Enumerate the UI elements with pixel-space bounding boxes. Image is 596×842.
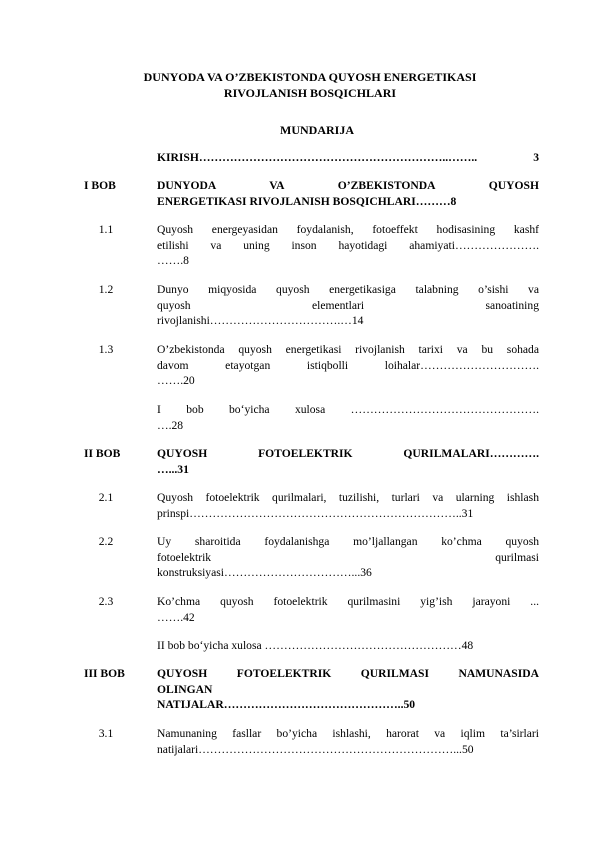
chapter-1-summary-line-2: ….28 xyxy=(157,418,184,432)
chapter-2-summary-line: II bob bo‘yicha xulosa ……………………………………………48 xyxy=(157,639,474,652)
toc-intro-text: KIRISH………………………………………………………..…….. 3 xyxy=(157,151,539,164)
section-1-3-number: 1.3 xyxy=(98,343,114,356)
section-1-1-number: 1.1 xyxy=(98,223,114,236)
section-2-3-line-1: Ko’chma quyosh fotoelektrik qurilmasini yig’ish jarayoni ... xyxy=(157,595,539,608)
section-1-2-line-2: quyosh elementlari sanoatining xyxy=(157,298,539,312)
section-2-1-line-2: prinspi……………………………………………………………..31 xyxy=(157,506,474,520)
contents-heading: MUNDARIJA xyxy=(280,123,354,137)
chapter-3-number: III BOB xyxy=(84,667,125,680)
chapter-3-title-line-1: QUYOSH FOTOELEKTRIK QURILMASI NAMUNASIDA xyxy=(157,667,539,680)
chapter-3-title-line-2: OLINGAN xyxy=(157,682,213,696)
section-1-3-line-3: …….20 xyxy=(157,374,195,388)
section-1-2-number: 1.2 xyxy=(98,283,114,296)
section-2-3-number: 2.3 xyxy=(98,595,114,608)
chapter-1-summary-line-1: I bob bo‘yicha xulosa …………………………………………. xyxy=(157,403,539,416)
section-2-2-line-1: Uy sharoitida foydalanishga mo’ljallangan ko’chma quyosh xyxy=(157,535,539,548)
chapter-2-title-line-2: …...31 xyxy=(157,462,189,476)
section-2-3-line-2: …….42 xyxy=(157,610,195,624)
chapter-3-title-line-3: NATIJALAR………………………………………..50 xyxy=(157,698,416,712)
section-1-3-line-1: O’zbekistonda quyosh energetikasi rivojlanish tarixi va bu sohada xyxy=(157,343,539,356)
section-2-2-number: 2.2 xyxy=(98,535,114,548)
chapter-2-title-line-1: QUYOSH FOTOELEKTRIK QURILMALARI…………. xyxy=(157,447,539,460)
section-1-3-line-2: davom etayotgan istiqbolli loihalar…………………………. xyxy=(157,358,539,372)
section-3-1-number: 3.1 xyxy=(98,727,114,740)
section-1-2-line-3: rivojlanishi…………………………….…14 xyxy=(157,314,364,328)
section-3-1-line-1: Namunaning fasllar bo’yicha ishlashi, harorat va iqlim ta’sirlari xyxy=(157,727,539,740)
section-3-1-line-2: natijalari…………………………………………………………...50 xyxy=(157,742,474,756)
title-line-1: DUNYODA VA O’ZBEKISTONDA QUYOSH ENERGETIKASI xyxy=(143,70,477,84)
section-2-2-line-3: konstruksiyasi……………………………...36 xyxy=(157,566,372,580)
section-1-2-line-1: Dunyo miqyosida quyosh energetikasiga talabning o’sishi va xyxy=(157,283,539,296)
chapter-1-title-line-2: ENERGETIKASI RIVOJLANISH BOSQICHLARI………8 xyxy=(157,194,457,208)
document-title xyxy=(80,69,540,101)
section-1-1-line-1: Quyosh energeyasidan foydalanish, fotoeffekt hodisasining kashf xyxy=(157,223,539,236)
section-1-1-line-2: etilishi va uning inson hayotidagi ahamiyati…………………. xyxy=(157,238,539,252)
section-2-2-line-2: fotoelektrik qurilmasi xyxy=(157,550,539,564)
chapter-1-title-line-1: DUNYODA VA O’ZBEKISTONDA QUYOSH xyxy=(157,179,539,192)
section-2-1-number: 2.1 xyxy=(98,491,114,504)
chapter-1-number: I BOB xyxy=(84,179,116,192)
chapter-2-number: II BOB xyxy=(84,447,121,460)
section-1-1-line-3: …….8 xyxy=(157,254,189,268)
title-line-2: RIVOJLANISH BOSQICHLARI xyxy=(223,86,397,100)
section-2-1-line-1: Quyosh fotoelektrik qurilmalari, tuzilishi, turlari va ularning ishlash xyxy=(157,491,539,504)
